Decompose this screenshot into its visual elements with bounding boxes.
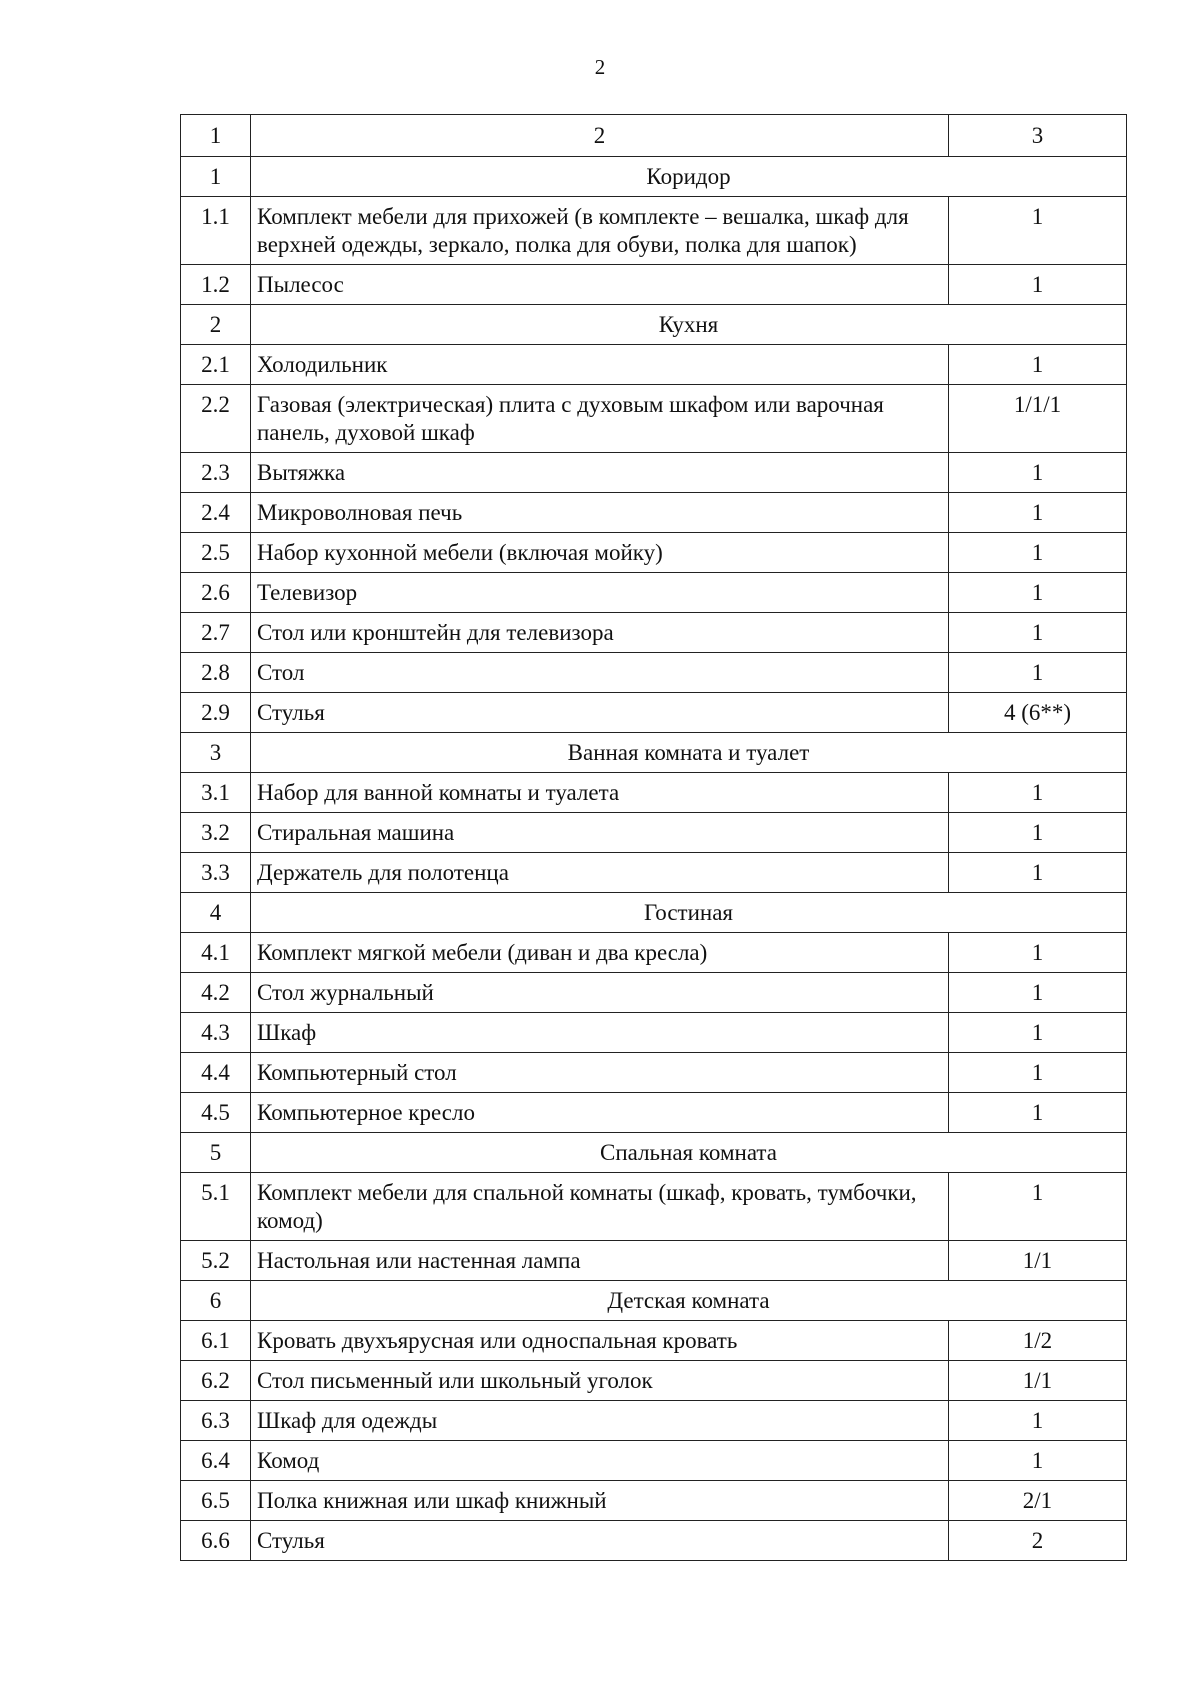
item-name: Полка книжная или шкаф книжный (251, 1481, 949, 1521)
item-name: Стол (251, 653, 949, 693)
item-number: 6.2 (181, 1361, 251, 1401)
item-name: Микроволновая печь (251, 493, 949, 533)
section-number: 2 (181, 305, 251, 345)
item-quantity: 1 (949, 1441, 1127, 1481)
table-row (181, 1241, 1127, 1281)
section-row (181, 157, 1127, 197)
section-number: 3 (181, 733, 251, 773)
section-number: 4 (181, 893, 251, 933)
item-quantity: 1 (949, 345, 1127, 385)
item-name: Комод (251, 1441, 949, 1481)
item-number: 4.3 (181, 1013, 251, 1053)
item-quantity: 1 (949, 197, 1127, 265)
item-number: 2.7 (181, 613, 251, 653)
table-row (181, 1521, 1127, 1561)
section-title: Коридор (251, 157, 1127, 197)
section-row (181, 1281, 1127, 1321)
table-row (181, 653, 1127, 693)
item-name: Стол журнальный (251, 973, 949, 1013)
table-row (181, 1321, 1127, 1361)
item-name: Комплект мебели для прихожей (в комплекте – вешалка, шкаф для верхней одежды, зеркало, полка для обуви, полка для шапок) (251, 197, 949, 265)
item-quantity: 1/2 (949, 1321, 1127, 1361)
item-quantity: 1 (949, 933, 1127, 973)
item-number: 1.1 (181, 197, 251, 265)
item-quantity: 1 (949, 493, 1127, 533)
table-row (181, 1053, 1127, 1093)
section-title: Гостиная (251, 893, 1127, 933)
item-number: 2.4 (181, 493, 251, 533)
item-number: 5.1 (181, 1173, 251, 1241)
item-quantity: 1 (949, 653, 1127, 693)
table-row (181, 533, 1127, 573)
item-quantity: 1 (949, 853, 1127, 893)
item-number: 6.5 (181, 1481, 251, 1521)
item-quantity: 1 (949, 1401, 1127, 1441)
table-row (181, 773, 1127, 813)
item-quantity: 4 (6**) (949, 693, 1127, 733)
table-row (181, 853, 1127, 893)
item-number: 1.2 (181, 265, 251, 305)
section-row (181, 1133, 1127, 1173)
item-number: 6.4 (181, 1441, 251, 1481)
item-quantity: 1 (949, 1093, 1127, 1133)
item-name: Вытяжка (251, 453, 949, 493)
table-row (181, 813, 1127, 853)
item-quantity: 1 (949, 773, 1127, 813)
item-name: Кровать двухъярусная или односпальная кровать (251, 1321, 949, 1361)
item-number: 6.1 (181, 1321, 251, 1361)
table-row (181, 693, 1127, 733)
item-quantity: 1 (949, 1053, 1127, 1093)
item-quantity: 1 (949, 973, 1127, 1013)
table-row (181, 1401, 1127, 1441)
section-title: Спальная комната (251, 1133, 1127, 1173)
item-number: 3.3 (181, 853, 251, 893)
table-row (181, 613, 1127, 653)
header-col-1: 1 (181, 115, 251, 157)
item-name: Стол письменный или школьный уголок (251, 1361, 949, 1401)
item-name: Пылесос (251, 265, 949, 305)
item-name: Шкаф для одежды (251, 1401, 949, 1441)
section-title: Кухня (251, 305, 1127, 345)
item-number: 4.4 (181, 1053, 251, 1093)
item-name: Стол или кронштейн для телевизора (251, 613, 949, 653)
table-row (181, 345, 1127, 385)
header-col-3: 3 (949, 115, 1127, 157)
section-number: 5 (181, 1133, 251, 1173)
item-name: Набор кухонной мебели (включая мойку) (251, 533, 949, 573)
section-row (181, 733, 1127, 773)
item-quantity: 2/1 (949, 1481, 1127, 1521)
table-row (181, 1361, 1127, 1401)
item-name: Газовая (электрическая) плита с духовым шкафом или варочная панель, духовой шкаф (251, 385, 949, 453)
item-name: Комплект мягкой мебели (диван и два кресла) (251, 933, 949, 973)
table-row (181, 493, 1127, 533)
item-quantity: 2 (949, 1521, 1127, 1561)
item-quantity: 1/1/1 (949, 385, 1127, 453)
table-row (181, 385, 1127, 453)
item-number: 2.6 (181, 573, 251, 613)
item-quantity: 1 (949, 533, 1127, 573)
table-row (181, 197, 1127, 265)
item-quantity: 1 (949, 613, 1127, 653)
table-row (181, 1013, 1127, 1053)
furniture-table (180, 114, 1127, 1561)
section-title: Ванная комната и туалет (251, 733, 1127, 773)
item-name: Комплект мебели для спальной комнаты (шкаф, кровать, тумбочки, комод) (251, 1173, 949, 1241)
item-number: 2.5 (181, 533, 251, 573)
item-number: 2.9 (181, 693, 251, 733)
table-row (181, 573, 1127, 613)
item-name: Телевизор (251, 573, 949, 613)
item-number: 6.6 (181, 1521, 251, 1561)
item-name: Компьютерный стол (251, 1053, 949, 1093)
item-name: Стулья (251, 1521, 949, 1561)
item-number: 3.2 (181, 813, 251, 853)
item-name: Шкаф (251, 1013, 949, 1053)
table-header-row (181, 115, 1127, 157)
table-row (181, 1173, 1127, 1241)
item-quantity: 1 (949, 813, 1127, 853)
item-number: 6.3 (181, 1401, 251, 1441)
item-number: 4.1 (181, 933, 251, 973)
table-row (181, 1093, 1127, 1133)
item-quantity: 1 (949, 453, 1127, 493)
page-number: 2 (594, 55, 606, 79)
section-number: 1 (181, 157, 251, 197)
item-number: 5.2 (181, 1241, 251, 1281)
item-name: Набор для ванной комнаты и туалета (251, 773, 949, 813)
item-quantity: 1 (949, 573, 1127, 613)
section-row (181, 893, 1127, 933)
item-quantity: 1/1 (949, 1241, 1127, 1281)
table-row (181, 453, 1127, 493)
section-number: 6 (181, 1281, 251, 1321)
item-number: 2.3 (181, 453, 251, 493)
item-name: Стулья (251, 693, 949, 733)
item-name: Настольная или настенная лампа (251, 1241, 949, 1281)
item-number: 4.5 (181, 1093, 251, 1133)
item-number: 2.8 (181, 653, 251, 693)
item-name: Держатель для полотенца (251, 853, 949, 893)
table-row (181, 1441, 1127, 1481)
header-col-2: 2 (251, 115, 949, 157)
item-quantity: 1/1 (949, 1361, 1127, 1401)
item-quantity: 1 (949, 1013, 1127, 1053)
item-number: 2.1 (181, 345, 251, 385)
table-row (181, 265, 1127, 305)
table-row (181, 973, 1127, 1013)
item-number: 4.2 (181, 973, 251, 1013)
table-row (181, 933, 1127, 973)
item-name: Компьютерное кресло (251, 1093, 949, 1133)
section-row (181, 305, 1127, 345)
item-number: 3.1 (181, 773, 251, 813)
item-quantity: 1 (949, 265, 1127, 305)
item-name: Холодильник (251, 345, 949, 385)
item-name: Стиральная машина (251, 813, 949, 853)
item-number: 2.2 (181, 385, 251, 453)
table-row (181, 1481, 1127, 1521)
item-quantity: 1 (949, 1173, 1127, 1241)
section-title: Детская комната (251, 1281, 1127, 1321)
